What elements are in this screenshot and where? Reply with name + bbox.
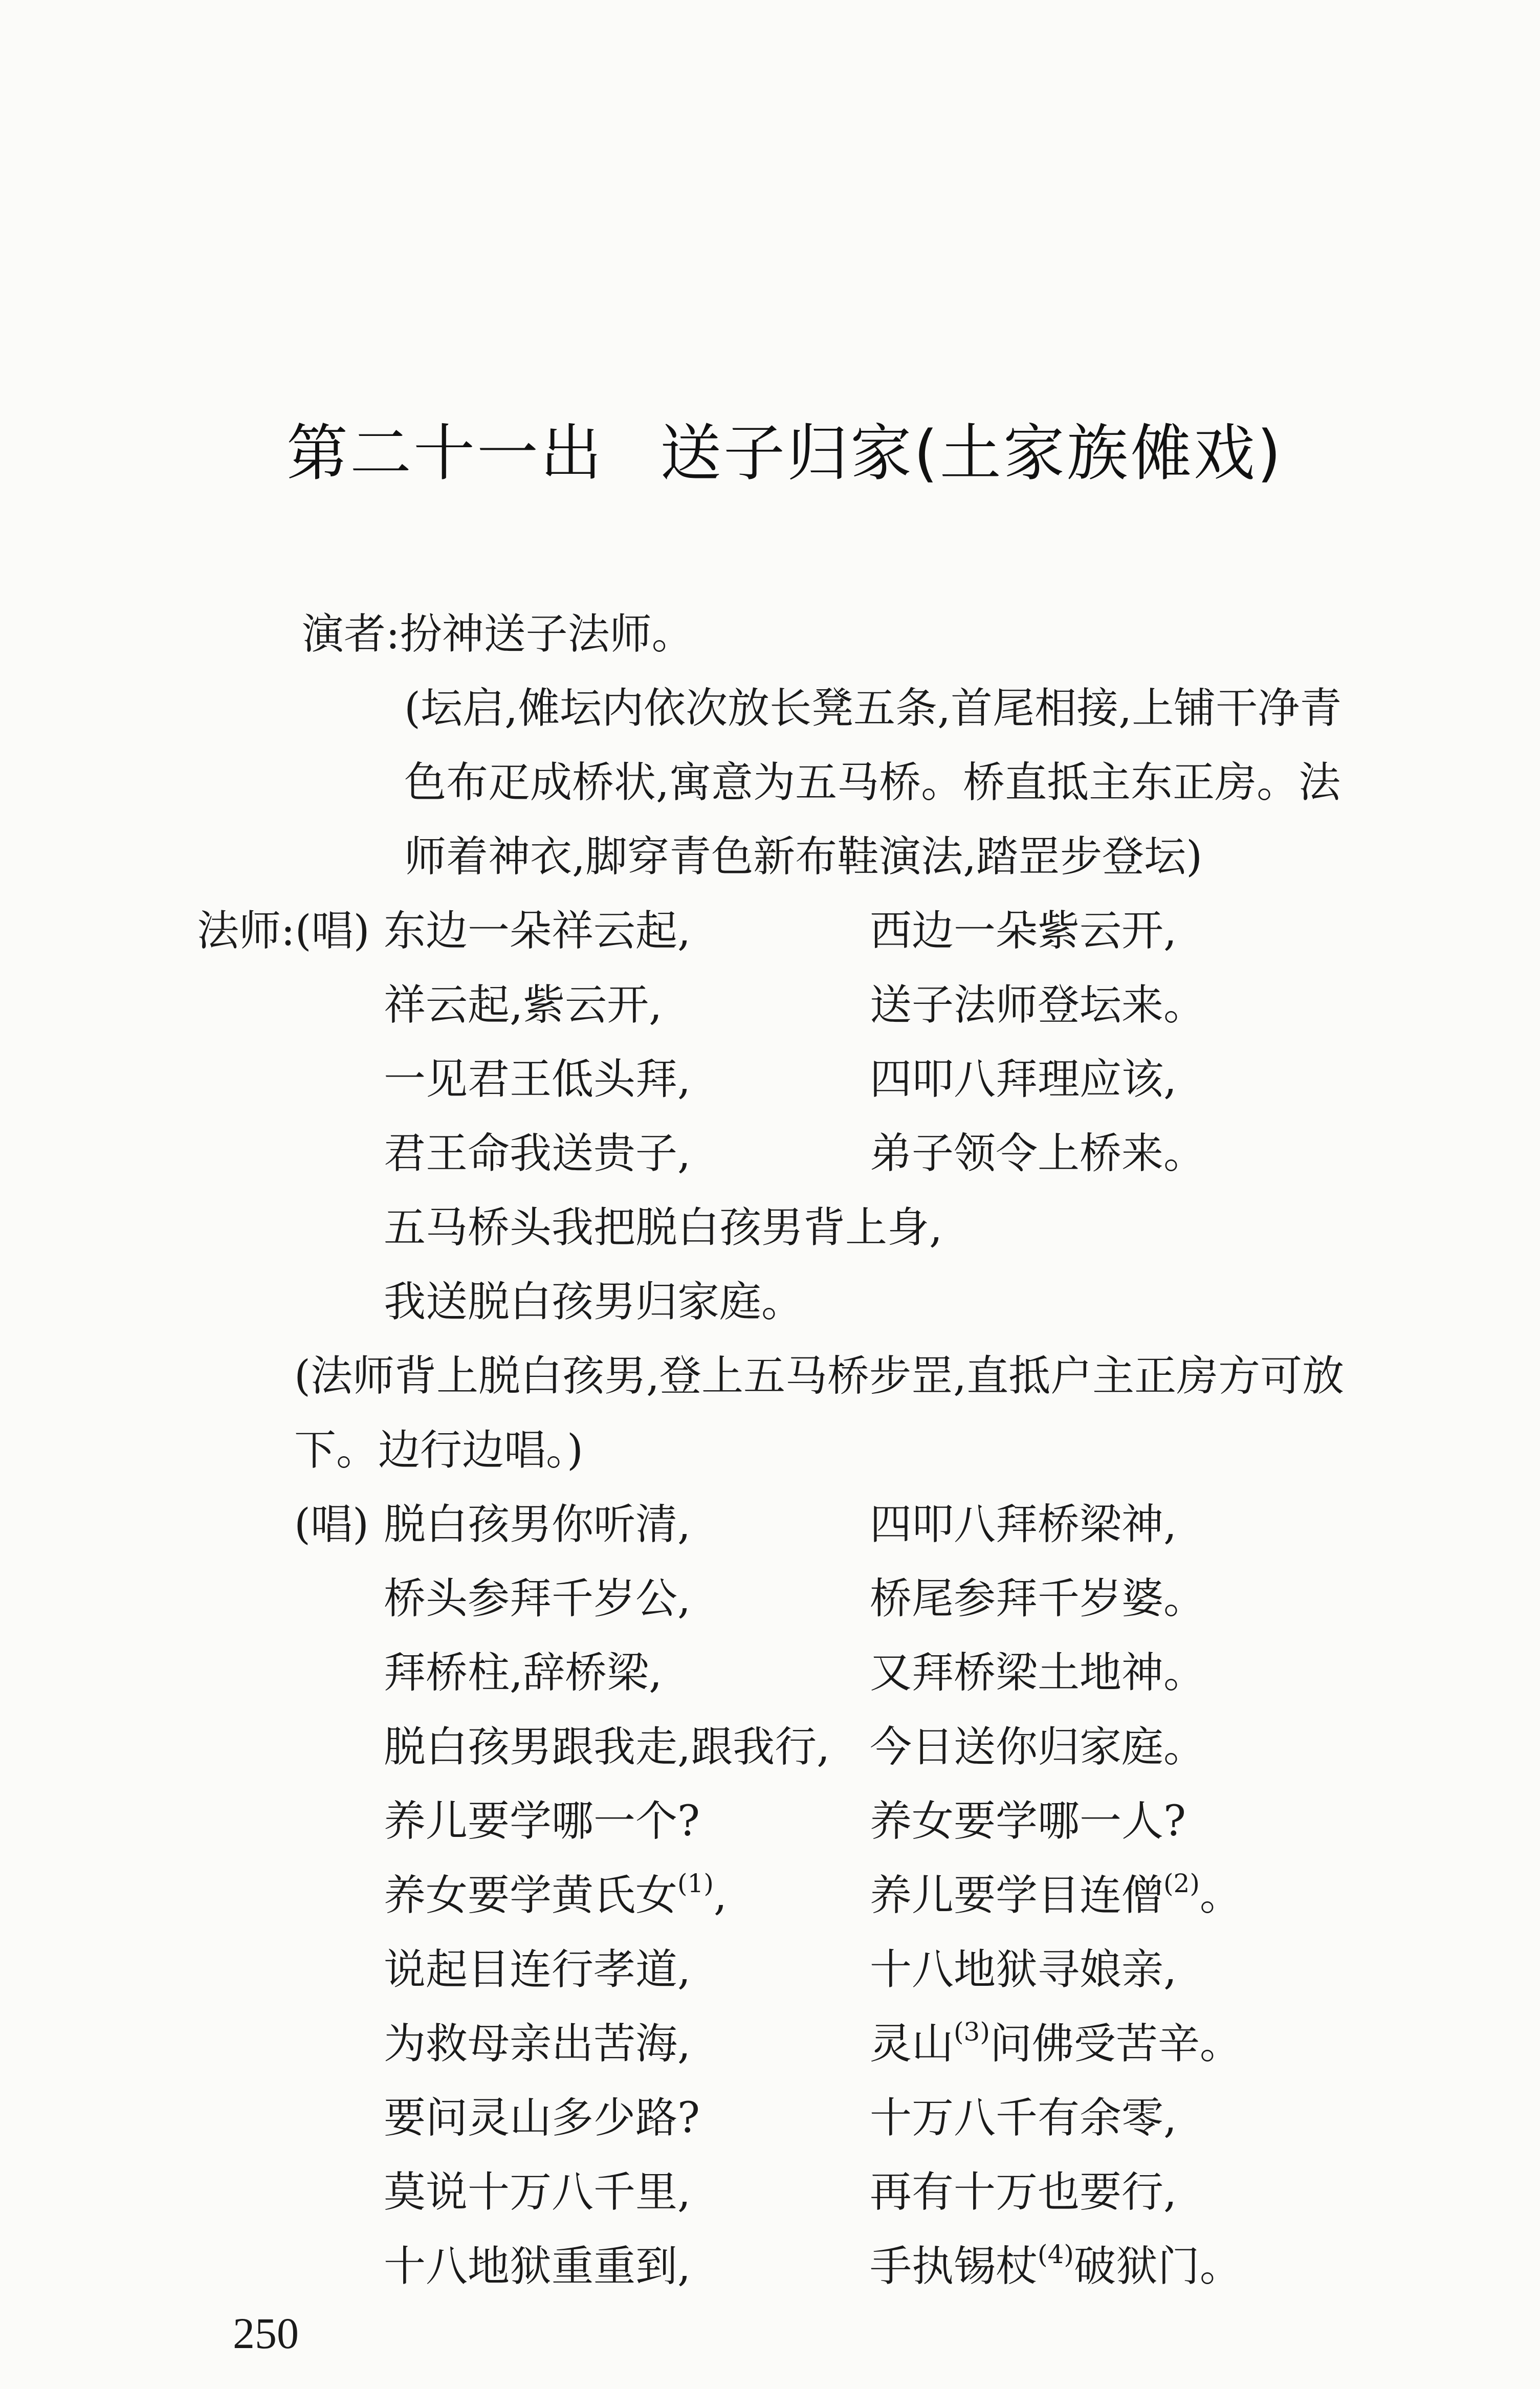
verse-left: 祥云起,紫云开, bbox=[384, 981, 663, 1029]
verse-left: 桥头参拜千岁公, bbox=[384, 1574, 691, 1623]
verse-right: 西边一朵紫云开, bbox=[870, 907, 1177, 955]
verse-left bbox=[384, 1870, 727, 1921]
stage-direction-line: 色布疋成桥状,寓意为五马桥。桥直抵主东正房。法 bbox=[404, 758, 1341, 807]
verse-right: 再有十万也要行, bbox=[870, 2168, 1177, 2217]
verse-right: 十八地狱寻娘亲, bbox=[870, 1945, 1177, 1994]
verse-left: 为救母亲出苦海, bbox=[384, 2020, 691, 2068]
verse-right: 十万八千有余零, bbox=[870, 2094, 1177, 2142]
verse-right: 养女要学哪一人? bbox=[870, 1797, 1186, 1846]
verse-left: 说起目连行孝道, bbox=[384, 1945, 691, 1994]
stage-direction-line: (法师背上脱白孩男,登上五马桥步罡,直抵户主正房方可放 bbox=[294, 1352, 1345, 1400]
stage-direction-line: (坛启,傩坛内依次放长凳五条,首尾相接,上铺干净青 bbox=[404, 684, 1342, 733]
page-number: 250 bbox=[233, 2309, 299, 2358]
stage-direction-line: 师着神衣,脚穿青色新布鞋演法,踏罡步登坛) bbox=[404, 832, 1203, 881]
verse-right: 桥尾参拜千岁婆。 bbox=[870, 1574, 1206, 1623]
verse-right: 今日送你归家庭。 bbox=[870, 1723, 1206, 1771]
sing-lead: 法师:(唱) bbox=[197, 907, 370, 955]
verse-left: 莫说十万八千里, bbox=[384, 2168, 691, 2217]
verse-line: 我送脱白孩男归家庭。 bbox=[384, 1278, 804, 1326]
chapter-title bbox=[287, 404, 1283, 492]
verse-punct: 。 bbox=[1199, 1871, 1242, 1920]
verse-right: 弟子领令上桥来。 bbox=[870, 1129, 1206, 1178]
verse-right: 送子法师登坛来。 bbox=[870, 981, 1206, 1029]
verse-left: 养儿要学哪一个? bbox=[384, 1797, 700, 1846]
verse-right bbox=[870, 2019, 1242, 2070]
footnote-ref: (1) bbox=[677, 1869, 714, 1898]
verse-left: 君王命我送贵子, bbox=[384, 1129, 691, 1178]
verse-punct: , bbox=[713, 1871, 727, 1920]
footnote-ref: (2) bbox=[1163, 1869, 1200, 1898]
verse-right: 四叩八拜桥梁神, bbox=[870, 1500, 1177, 1549]
verse-left: 东边一朵祥云起, bbox=[384, 907, 691, 955]
verse-left: 要问灵山多少路? bbox=[384, 2094, 700, 2142]
verse-left: 十八地狱重重到, bbox=[384, 2242, 691, 2291]
footnote-ref: (3) bbox=[954, 2017, 990, 2047]
verse-left: 脱白孩男你听清, bbox=[384, 1500, 691, 1549]
verse-text: 养儿要学目连僧 bbox=[870, 1871, 1164, 1920]
performer-line: 演者:扮神送子法师。 bbox=[302, 610, 694, 659]
verse-text: 破狱门。 bbox=[1073, 2242, 1242, 2291]
verse-right: 又拜桥梁土地神。 bbox=[870, 1649, 1206, 1697]
verse-left: 脱白孩男跟我走,跟我行, bbox=[384, 1723, 830, 1771]
chapter-name: 送子归家(土家族傩戏) bbox=[660, 418, 1283, 489]
verse-left: 拜桥柱,辞桥梁, bbox=[384, 1649, 663, 1697]
stage-direction-line: 下。边行边唱。) bbox=[294, 1426, 583, 1475]
footnote-ref: (4) bbox=[1038, 2240, 1074, 2269]
verse-right: 四叩八拜理应该, bbox=[870, 1055, 1177, 1104]
chapter-number: 第二十一出 bbox=[287, 418, 604, 489]
verse-right bbox=[870, 2241, 1242, 2292]
sing-lead: (唱) bbox=[294, 1500, 369, 1549]
verse-text: 养女要学黄氏女 bbox=[384, 1871, 678, 1920]
verse-text: 手执锡杖 bbox=[870, 2242, 1038, 2291]
verse-line: 五马桥头我把脱白孩男背上身, bbox=[384, 1203, 943, 1252]
verse-left: 一见君王低头拜, bbox=[384, 1055, 691, 1104]
verse-right bbox=[870, 1870, 1242, 1921]
verse-text: 问佛受苦辛。 bbox=[989, 2020, 1242, 2068]
verse-text: 灵山 bbox=[870, 2020, 954, 2068]
